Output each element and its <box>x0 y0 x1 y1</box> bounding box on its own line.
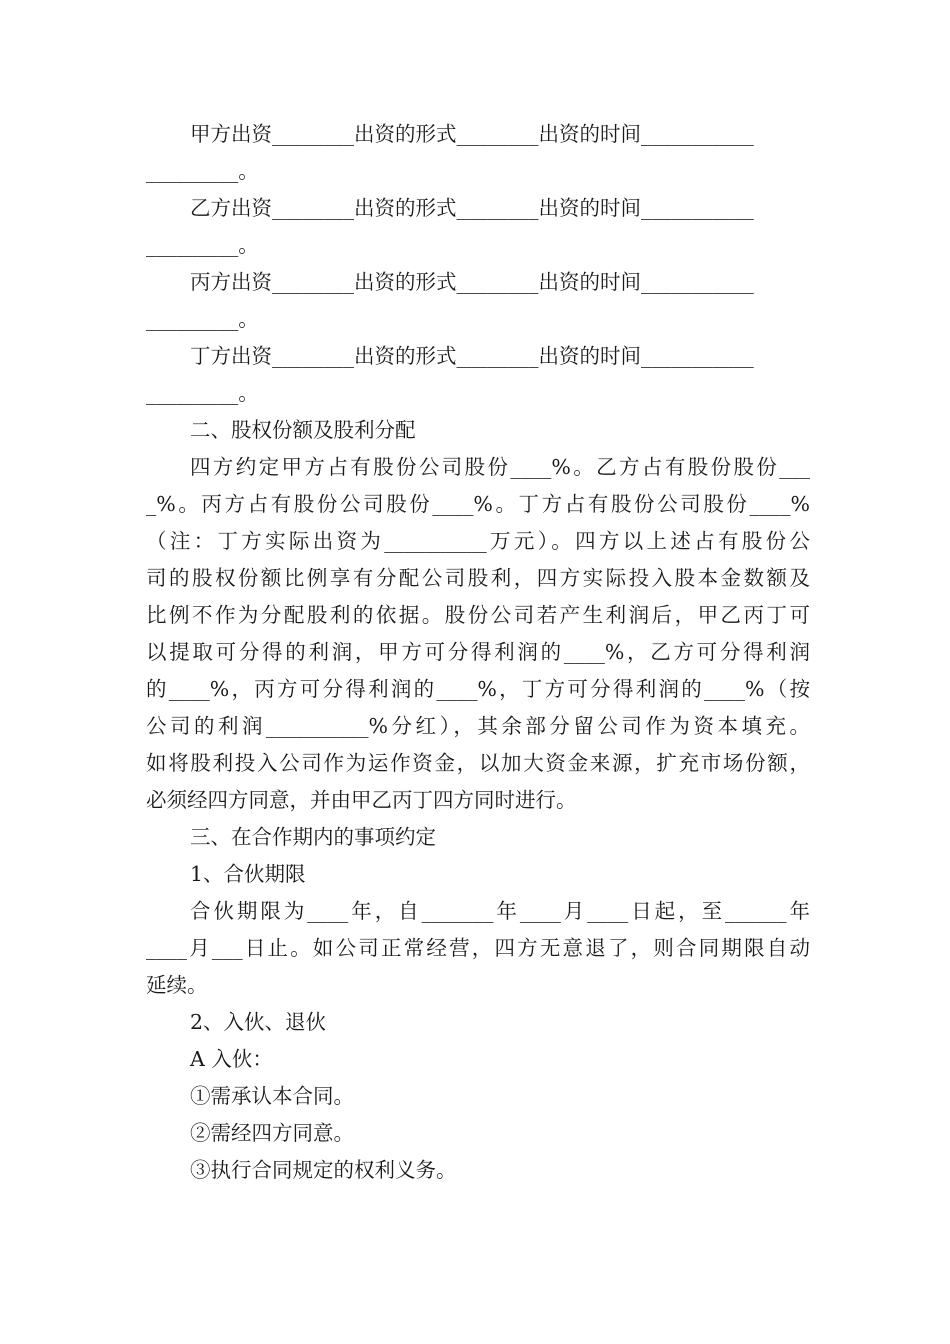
clause-jia-investment-cont: _________。 <box>146 159 259 183</box>
paragraph-line: 比例不作为分配股利的依据。股份公司若产生利润后，甲乙丙丁可 <box>146 603 810 627</box>
subsection-heading-term: 1、合伙期限 <box>190 862 306 886</box>
list-item: ②需经四方同意。 <box>190 1121 354 1145</box>
paragraph-line: （注：丁方实际出资为__________万元）。四方以上述占有股份公 <box>146 529 810 553</box>
clause-bing-investment: 丙方出资________出资的形式________出资的时间___________ <box>190 270 754 294</box>
clause-ding-investment-cont: _________。 <box>146 381 259 405</box>
clause-jia-investment: 甲方出资________出资的形式________出资的时间___________ <box>190 122 754 146</box>
document-page <box>146 116 810 1189</box>
paragraph-line: 四方约定甲方占有股份公司股份____%。乙方占有股份股份___ <box>190 455 810 479</box>
section-heading-3: 三、在合作期内的事项约定 <box>190 825 436 849</box>
list-item: ①需承认本合同。 <box>190 1084 354 1108</box>
paragraph-line: 如将股利投入公司作为运作资金，以加大资金来源，扩充市场份额， <box>146 751 810 775</box>
clause-ding-investment: 丁方出资________出资的形式________出资的时间___________ <box>190 344 754 368</box>
subsection-heading-join-exit: 2、入伙、退伙 <box>190 1010 327 1034</box>
paragraph-line: 司的股权份额比例享有分配公司股利，四方实际投入股本金数额及 <box>146 566 810 590</box>
paragraph-line: 延续。 <box>146 973 208 997</box>
section-heading-2: 二、股权份额及股利分配 <box>190 418 416 442</box>
paragraph-line: 公司的利润__________%分红），其余部分留公司作为资本填充。 <box>146 714 810 738</box>
paragraph-line: _%。丙方占有股份公司股份____%。丁方占有股份公司股份____% <box>146 492 810 516</box>
item-heading-join: A 入伙： <box>190 1047 273 1071</box>
paragraph-line: 的____%，丙方可分得利润的____%，丁方可分得利润的____%（按 <box>146 677 810 701</box>
clause-yi-investment: 乙方出资________出资的形式________出资的时间___________ <box>190 196 754 220</box>
paragraph-line: 必须经四方同意，并由甲乙丙丁四方同时进行。 <box>146 788 577 812</box>
paragraph-line: ____月___日止。如公司正常经营，四方无意退了，则合同期限自动 <box>146 936 810 960</box>
clause-bing-investment-cont: _________。 <box>146 307 259 331</box>
paragraph-line: 以提取可分得的利润，甲方可分得利润的____%，乙方可分得利润 <box>146 640 810 664</box>
list-item: ③执行合同规定的权利义务。 <box>190 1158 457 1182</box>
paragraph-line: 合伙期限为____年，自_______年____月____日起，至______年 <box>190 899 810 923</box>
clause-yi-investment-cont: _________。 <box>146 233 259 257</box>
